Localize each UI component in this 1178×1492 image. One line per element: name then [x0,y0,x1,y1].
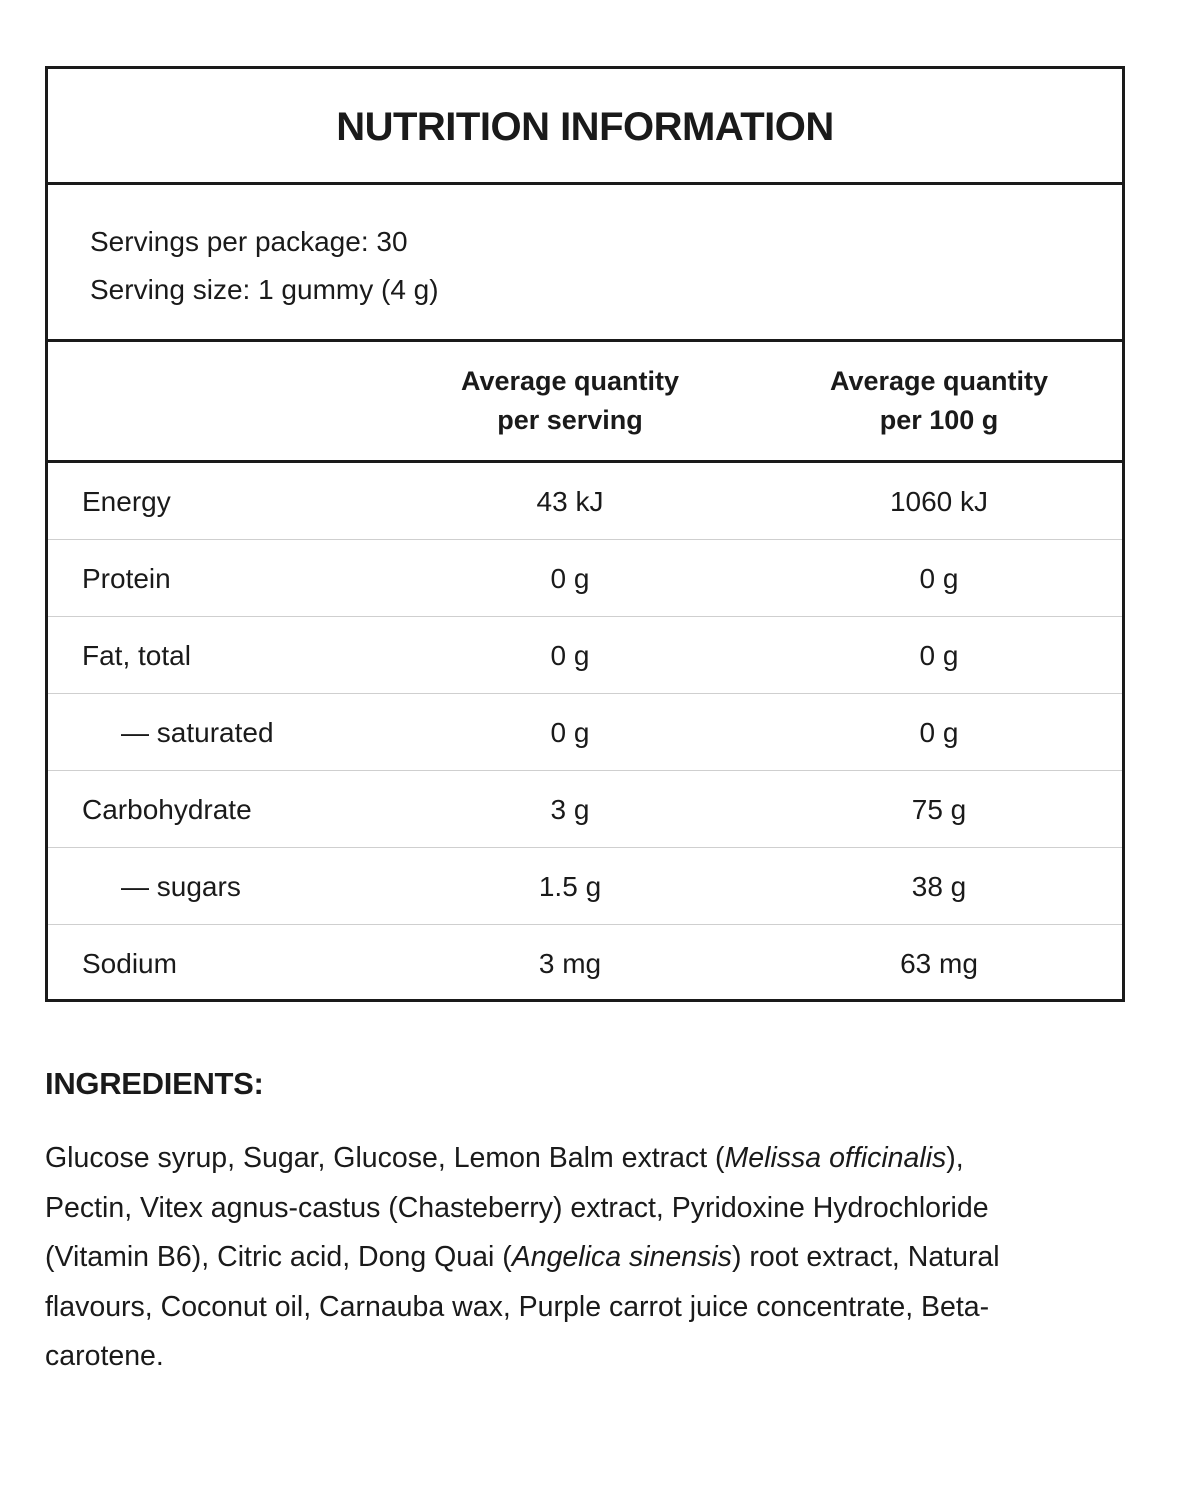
nutrient-row-saturated [48,694,1122,771]
ingredients-heading: INGREDIENTS: [45,1066,264,1101]
per-100g-value: 75 g [911,794,967,825]
column-header-per-100g-line1: Average quantity [829,366,1049,396]
ingredients-fragment: ) root extract, Natural [731,1241,1000,1274]
nutrient-name: Carbohydrate [82,794,252,825]
nutrition-panel [45,66,1125,1002]
nutrient-name: Protein [82,563,171,594]
per-serving-value: 0 g [550,640,590,671]
servings-per-package: Servings per package: 30 [90,226,408,257]
ingredients-text [45,1134,1135,1382]
per-100g-value: 0 g [919,717,959,748]
serving-size: Serving size: 1 gummy (4 g) [90,274,439,305]
ingredients-botanical-name: Angelica sinensis [511,1241,732,1274]
per-100g-value: 0 g [919,563,959,594]
column-header-per-serving-line2: per serving [497,405,643,435]
per-100g-value: 63 mg [900,948,978,979]
per-serving-value: 43 kJ [536,486,604,517]
per-serving-value: 3 mg [538,948,602,979]
nutrient-name: — sugars [121,871,241,902]
per-serving-value: 1.5 g [538,871,602,902]
ingredients-line: Pectin, Vitex agnus-castus (Chasteberry) extract, Pyridoxine Hydrochloride [45,1191,989,1224]
per-serving-value: 0 g [550,563,590,594]
serving-info [48,185,1122,342]
ingredients-line: carotene. [45,1340,164,1373]
ingredients-fragment: ), [946,1142,964,1174]
nutrient-row-sugars [48,848,1122,925]
ingredients-line: flavours, Coconut oil, Carnauba wax, Purple carrot juice concentrate, Beta- [45,1290,990,1323]
ingredients-line [45,1134,1135,1184]
per-serving-value: 3 g [550,794,590,825]
column-header-row [48,342,1122,463]
nutrient-row-carbohydrate [48,771,1122,848]
nutrient-row-fat-total [48,617,1122,694]
ingredients-fragment: (Vitamin B6), Citric acid, Dong Quai ( [45,1241,512,1274]
nutrient-name: Fat, total [82,640,191,671]
column-header-empty [48,342,420,460]
ingredients-botanical-name: Melissa officinalis [724,1142,947,1174]
nutrient-row-energy [48,463,1122,540]
nutrient-rows [48,463,1122,1001]
nutrient-name: — saturated [121,717,274,748]
nutrient-name: Sodium [82,948,177,979]
nutrient-name: Energy [82,486,171,517]
nutrient-row-protein [48,540,1122,617]
per-100g-value: 38 g [911,871,967,902]
column-header-per-serving-line1: Average quantity [460,366,680,396]
nutrient-row-sodium [48,925,1122,1001]
ingredients-line [45,1233,1135,1283]
per-serving-value: 0 g [550,717,590,748]
column-header-per-100g [779,362,1099,440]
ingredients-fragment: Glucose syrup, Sugar, Glucose, Lemon Balm extract ( [45,1142,725,1174]
column-header-per-serving [410,362,730,440]
per-100g-value: 0 g [919,640,959,671]
per-100g-value: 1060 kJ [889,486,989,517]
nutrition-title: NUTRITION INFORMATION [48,69,1122,185]
column-header-per-100g-line2: per 100 g [879,405,999,435]
